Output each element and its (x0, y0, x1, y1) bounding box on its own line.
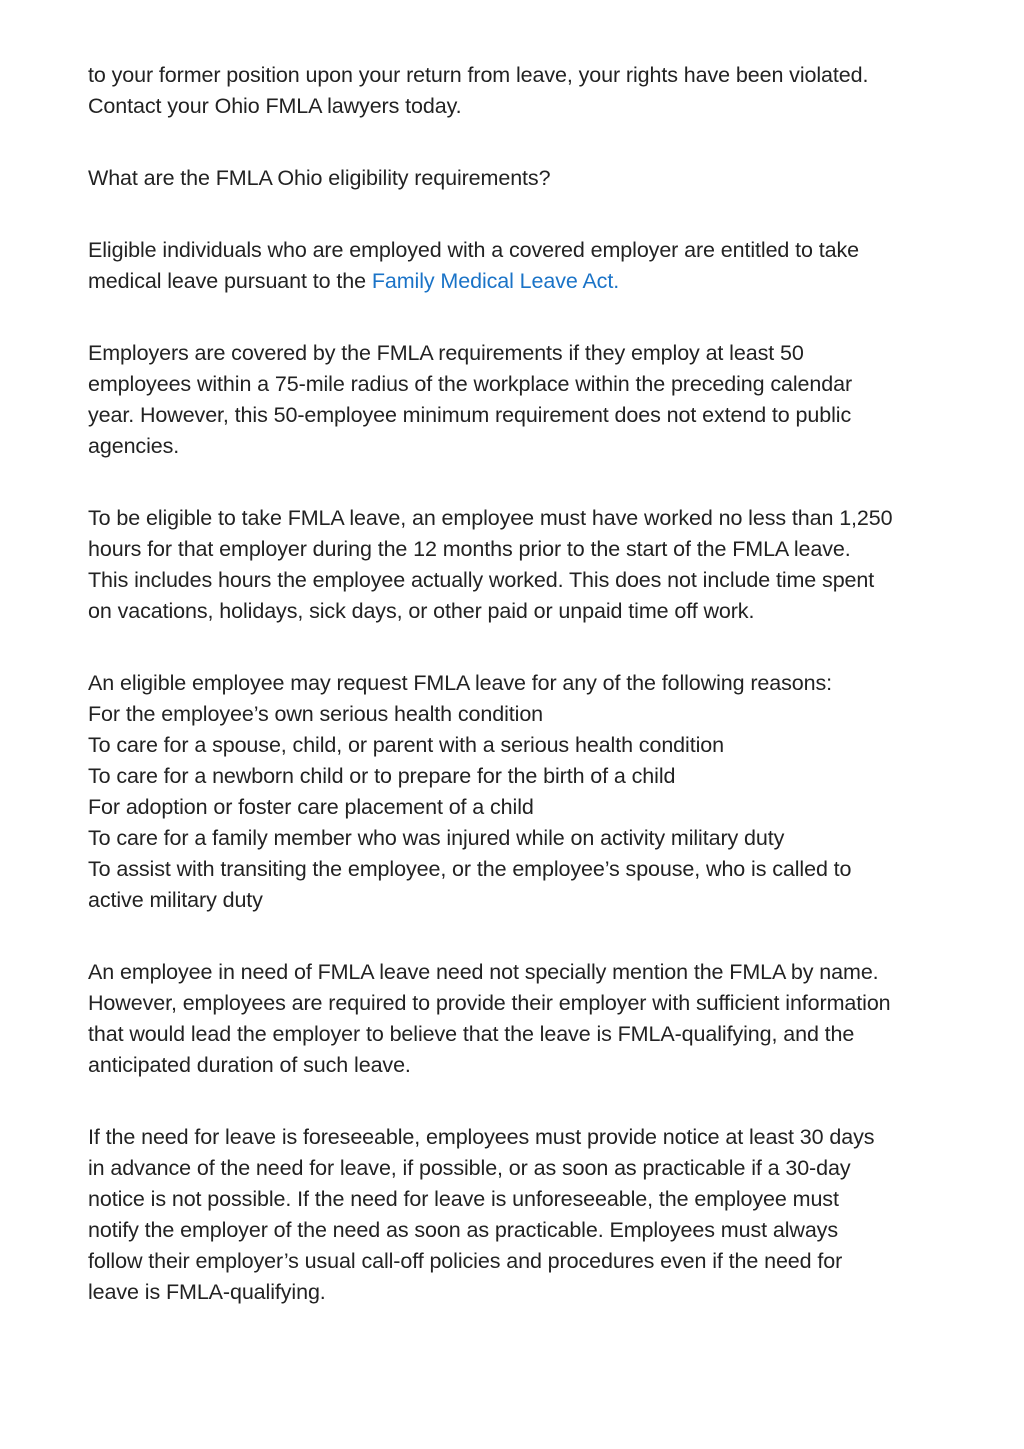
employers-line-1: Employers are covered by the FMLA requirements if they employ at least 50 (88, 341, 804, 365)
mention-line-1: An employee in need of FMLA leave need not specially mention the FMLA by name. (88, 960, 879, 984)
hours-line-2: hours for that employer during the 12 months prior to the start of the FMLA leave. (88, 537, 851, 561)
hours-paragraph (88, 503, 968, 627)
employers-line-4: agencies. (88, 434, 180, 458)
hours-line-4: on vacations, holidays, sick days, or other paid or unpaid time off work. (88, 599, 755, 623)
eligible-line-2-text: medical leave pursuant to the (88, 269, 372, 293)
eligible-line-1: Eligible individuals who are employed with a covered employer are entitled to take (88, 238, 860, 262)
eligible-line-2 (88, 266, 968, 297)
notice-line-6: leave is FMLA-qualifying. (88, 1280, 326, 1304)
mention-line-4: anticipated duration of such leave. (88, 1053, 411, 1077)
employers-paragraph (88, 338, 968, 462)
notice-line-2: in advance of the need for leave, if possible, or as soon as practicable if a 30-day (88, 1156, 851, 1180)
fmla-act-link[interactable]: Family Medical Leave Act. (371, 269, 620, 293)
employers-line-3: year. However, this 50-employee minimum requirement does not extend to public (88, 403, 852, 427)
list-item: To care for a spouse, child, or parent with a serious health condition (88, 733, 724, 757)
list-item: To assist with transiting the employee, or the employee’s spouse, who is called to (88, 857, 852, 881)
employers-line-2: employees within a 75-mile radius of the workplace within the preceding calendar (88, 372, 853, 396)
list-item: active military duty (88, 888, 263, 912)
list-item: For the employee’s own serious health condition (88, 702, 544, 726)
reasons-list (88, 699, 968, 916)
intro-line-2: Contact your Ohio FMLA lawyers today. (88, 94, 462, 118)
notice-line-3: notice is not possible. If the need for leave is unforeseeable, the employee must (88, 1187, 839, 1211)
eligibility-question: What are the FMLA Ohio eligibility requirements? (88, 166, 551, 190)
hours-line-3: This includes hours the employee actually worked. This does not include time spent (88, 568, 875, 592)
list-item: To care for a newborn child or to prepare for the birth of a child (88, 764, 676, 788)
intro-paragraph (88, 60, 968, 122)
eligible-paragraph (88, 235, 968, 297)
notice-line-1: If the need for leave is foreseeable, employees must provide notice at least 30 days (88, 1125, 875, 1149)
mention-line-2: However, employees are required to provide their employer with sufficient information (88, 991, 891, 1015)
hours-line-1: To be eligible to take FMLA leave, an employee must have worked no less than 1,250 (88, 506, 893, 530)
intro-line-1: to your former position upon your return from leave, your rights have been violated. (88, 63, 869, 87)
notice-paragraph (88, 1122, 968, 1308)
reasons-intro: An eligible employee may request FMLA leave for any of the following reasons: (88, 671, 833, 695)
list-item: To care for a family member who was injured while on activity military duty (88, 826, 785, 850)
mention-paragraph (88, 957, 968, 1081)
mention-line-3: that would lead the employer to believe that the leave is FMLA-qualifying, and the (88, 1022, 855, 1046)
list-item: For adoption or foster care placement of a child (88, 795, 534, 819)
notice-line-4: notify the employer of the need as soon as practicable. Employees must always (88, 1218, 838, 1242)
notice-line-5: follow their employer’s usual call-off policies and procedures even if the need for (88, 1249, 843, 1273)
